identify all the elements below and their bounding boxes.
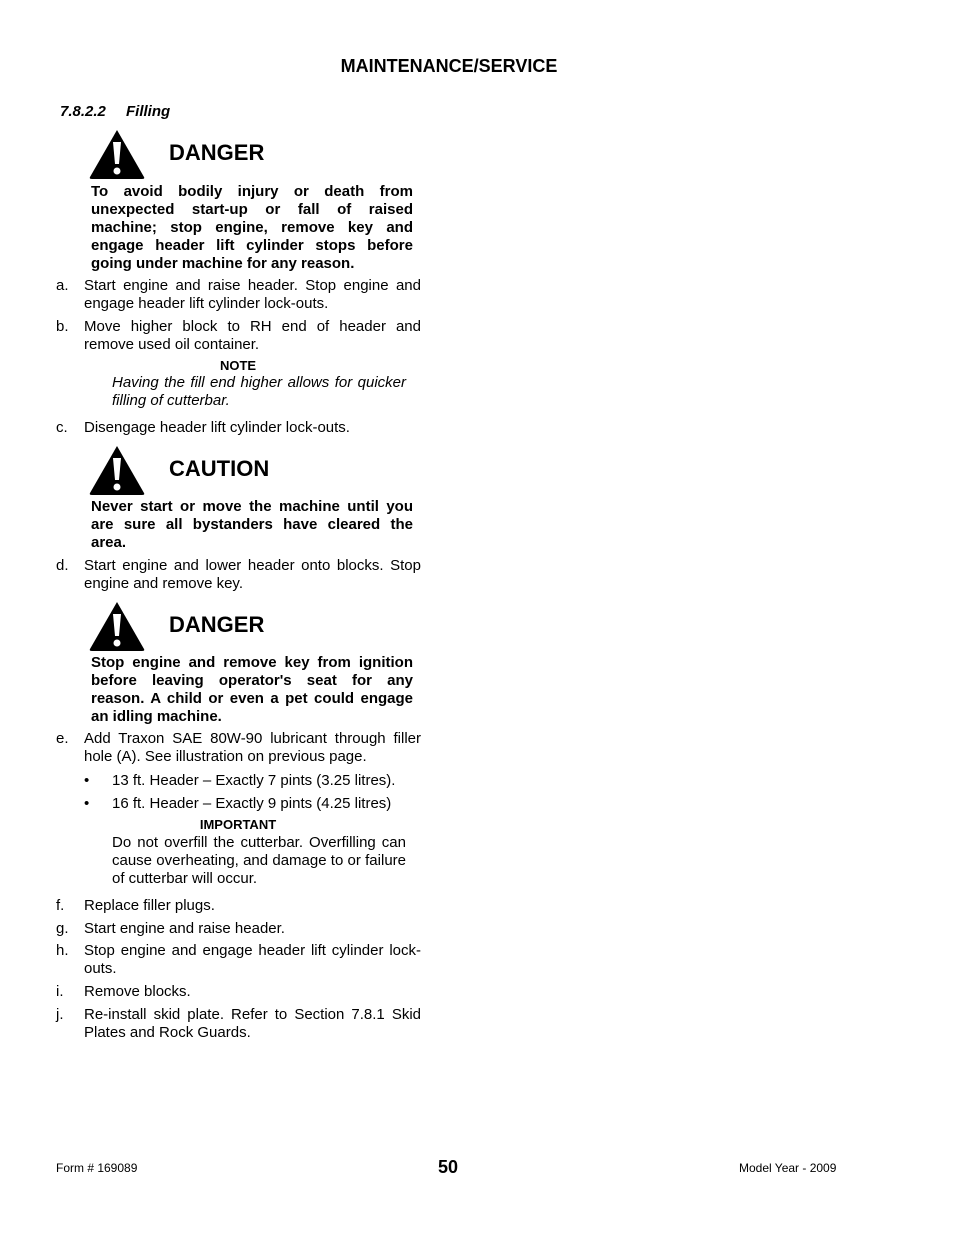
- step-text: Disengage header lift cylinder lock-outs.: [84, 419, 350, 436]
- step-letter: b.: [56, 318, 69, 335]
- step-text: Stop engine and engage header lift cylinder lock-outs.: [84, 942, 421, 977]
- footer-form-number: Form # 169089: [56, 1161, 138, 1175]
- danger-text-2: Stop engine and remove key from ignition before leaving operator's seat for any reason. A child or even a pet could engage an idling machine.: [91, 654, 413, 725]
- note-text: Having the fill end higher allows for quicker filling of cutterbar.: [112, 374, 406, 409]
- footer-model-year: Model Year - 2009: [739, 1161, 837, 1175]
- step-text: Start engine and lower header onto blocks. Stop engine and remove key.: [84, 557, 421, 592]
- step-letter: c.: [56, 419, 68, 436]
- step-letter: e.: [56, 730, 69, 747]
- danger-word-2: DANGER: [169, 612, 265, 637]
- step-text: Re-install skid plate. Refer to Section 7.8.1 Skid Plates and Rock Guards.: [84, 1006, 421, 1041]
- step-letter: j.: [56, 1006, 64, 1023]
- step-text: Add Traxon SAE 80W-90 lubricant through filler hole (A). See illustration on previous page.: [84, 730, 421, 765]
- section-number: 7.8.2.2: [60, 103, 106, 120]
- warning-triangle-icon: [88, 444, 146, 496]
- step-text: Remove blocks.: [84, 983, 191, 1000]
- note-title: NOTE: [219, 358, 257, 373]
- danger-header-2: [88, 600, 428, 650]
- step-letter: h.: [56, 942, 69, 959]
- bullet-text: 13 ft. Header – Exactly 7 pints (3.25 litres).: [112, 772, 396, 789]
- step-text: Start engine and raise header. Stop engine and engage header lift cylinder lock-outs.: [84, 277, 421, 312]
- caution-header: [88, 444, 428, 494]
- step-letter: a.: [56, 277, 69, 294]
- section-heading: [60, 103, 170, 120]
- step-text: Replace filler plugs.: [84, 897, 215, 914]
- page-number: 50: [438, 1157, 459, 1177]
- important-text: Do not overfill the cutterbar. Overfilling can cause overheating, and damage to or failure of cutterbar will occur.: [112, 834, 406, 887]
- danger-text-1: To avoid bodily injury or death from unexpected start-up or fall of raised machine; stop engine, remove key and engage header lift cylinder stops before going under machine for any reason.: [91, 183, 413, 272]
- step-letter: g.: [56, 920, 69, 937]
- step-text: Start engine and raise header.: [84, 920, 285, 937]
- bullet-dot: •: [84, 795, 90, 812]
- step-letter: i.: [56, 983, 64, 1000]
- step-text: Move higher block to RH end of header and remove used oil container.: [84, 318, 421, 353]
- bullet-text: 16 ft. Header – Exactly 9 pints (4.25 litres): [112, 795, 392, 812]
- warning-triangle-icon: [88, 600, 146, 652]
- step-letter: f.: [56, 897, 65, 914]
- danger-word-1: DANGER: [169, 140, 265, 165]
- important-title: IMPORTANT: [199, 817, 277, 832]
- page-header-title: MAINTENANCE/SERVICE: [340, 56, 558, 76]
- section-title: Filling: [126, 103, 171, 120]
- step-letter: d.: [56, 557, 69, 574]
- caution-text: Never start or move the machine until you are sure all bystanders have cleared the area.: [91, 498, 413, 551]
- caution-word: CAUTION: [169, 456, 270, 481]
- warning-triangle-icon: [88, 128, 146, 180]
- danger-header-1: [88, 128, 428, 178]
- bullet-dot: •: [84, 772, 90, 789]
